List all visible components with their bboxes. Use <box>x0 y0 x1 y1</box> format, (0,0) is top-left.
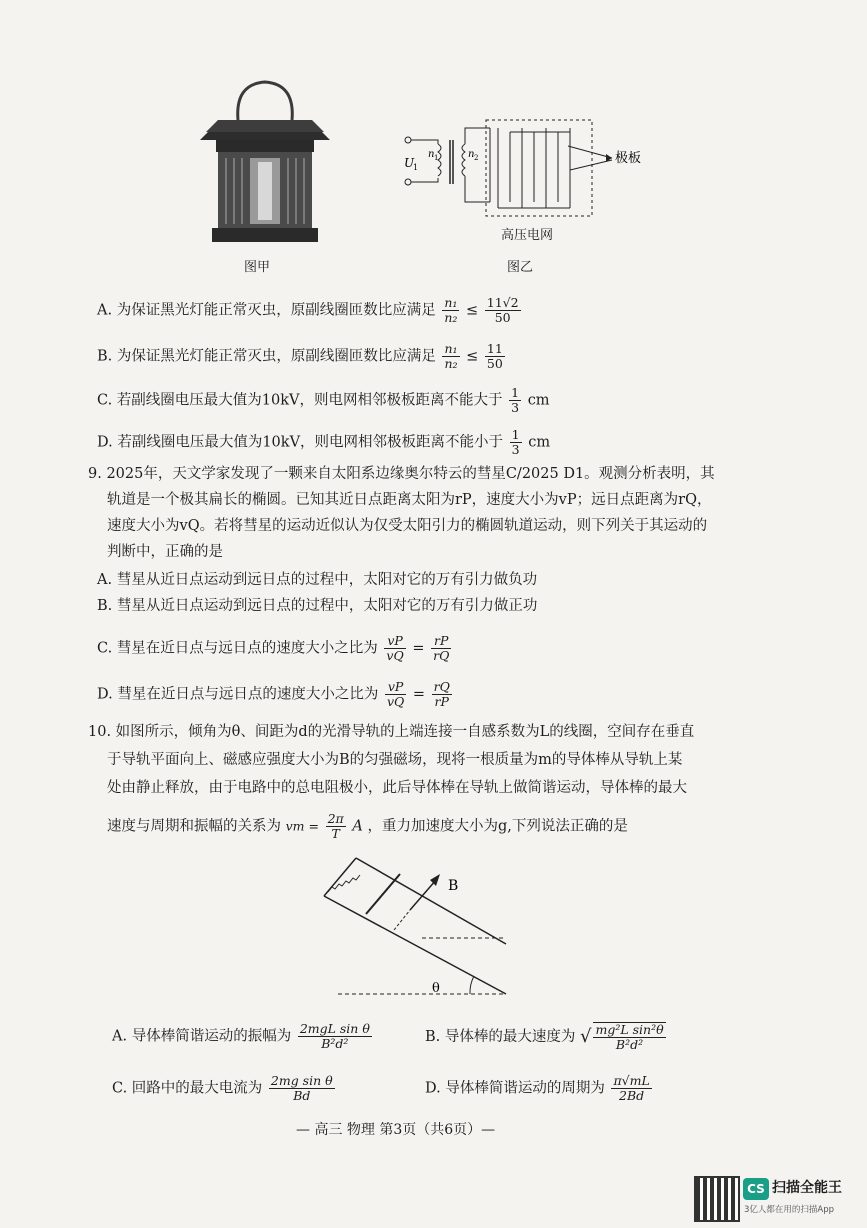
q10-amplitude-symbol: A <box>352 818 363 835</box>
u1-subscript: 1 <box>413 163 419 172</box>
q9-d-text: D. 彗星在近日点与远日点的速度大小之比为 <box>97 686 379 703</box>
q10-stem-line1: 10. 如图所示，倾角为θ、间距为d的光滑导轨的上端连接一自感系数为L的线圈，空间存在垂直 <box>88 724 695 740</box>
b-field-label: B <box>448 878 459 894</box>
watermark-subtitle: 3亿人都在用的扫描App <box>744 1205 835 1215</box>
page-footer: — 高三 物理 第3页（共6页）— <box>296 1122 496 1138</box>
grid-label: 高压电网 <box>501 228 554 243</box>
q10-c-frac: $\frac{\text{2mg sin θ}}{Bd}$ <box>270 1073 333 1103</box>
q10-vm: vm = <box>285 818 319 834</box>
q8-a-rhs: $\frac{11√2}{50}$ <box>486 295 519 325</box>
q8-a-text: A. 为保证黑光灯能正常灭虫，原副线圈匝数比应满足 <box>97 302 436 319</box>
q9-option-b: B. 彗星从近日点运动到远日点的过程中，太阳对它的万有引力做正功 <box>97 598 538 614</box>
q10-b-frac: $\frac{\text{mg²L sin²θ}}{\text{B²d²}}$ <box>595 1022 664 1052</box>
q9-d-rhs: $\frac{rQ}{rP}$ <box>433 679 450 709</box>
q10-a-text: A. 导体棒简谐运动的振幅为 <box>112 1028 292 1045</box>
q8-option-a <box>97 296 523 325</box>
n1-subscript: 1 <box>434 154 439 162</box>
q10-line4-text-b: ，重力加速度大小为g,下列说法正确的是 <box>367 818 628 835</box>
q8-b-lhs: $\frac{\text{n₁}}{\text{n₂}}$ <box>444 341 458 371</box>
q9-option-d <box>97 680 454 709</box>
q8-c-frac: $\frac{1}{3}$ <box>511 385 520 415</box>
watermark-title: 扫描全能王 <box>772 1180 842 1196</box>
q8-b-rel: ≤ <box>466 348 479 365</box>
n2-label: n <box>468 149 475 160</box>
theta-label: θ <box>432 981 440 996</box>
u1-label: U <box>404 156 415 170</box>
q9-stem-line3: 速度大小为vQ。若将彗星的运动近似认为仅受太阳引力的椭圆轨道运动，则下列关于其运动的 <box>107 518 708 534</box>
q10-d-text: D. 导体棒简谐运动的周期为 <box>425 1080 605 1097</box>
q10-option-a <box>112 1022 374 1051</box>
incline-rail-figure <box>320 852 520 1002</box>
q9-stem-line1: 9. 2025年，天文学家发现了一颗来自太阳系边缘奥尔特云的彗星C/2025 D1。观测分析表明，其 <box>88 466 715 482</box>
q9-stem-line2: 轨道是一个极其扁长的椭圆。已知其近日点距离太阳为rP，速度大小为vP；远日点距离为rQ， <box>107 492 712 508</box>
q10-d-frac: $\frac{\pi√mL}{2Bd}$ <box>613 1073 650 1103</box>
q10-stem-line3: 处由静止释放，由于电路中的总电阻极小，此后导体棒在导轨上做简谐运动，导体棒的最大 <box>107 780 687 796</box>
q10-option-c <box>112 1074 337 1103</box>
q9-d-eq: = <box>412 686 426 703</box>
q10-2pi-over-t: $\frac{2\pi}{T}$ <box>327 811 344 841</box>
qr-code-icon <box>694 1176 740 1222</box>
q9-stem-line4: 判断中，正确的是 <box>107 544 223 560</box>
q10-stem-line4 <box>107 812 628 841</box>
q9-option-a: A. 彗星从近日点运动到远日点的过程中，太阳对它的万有引力做负功 <box>97 572 538 588</box>
q9-d-lhs: $\frac{vP}{vQ}$ <box>386 679 405 709</box>
lantern-figure <box>190 78 340 250</box>
figure-yi-caption: 图乙 <box>507 260 534 275</box>
q8-b-rhs: $\frac{11}{50}$ <box>486 341 503 371</box>
camscanner-logo: CS <box>743 1178 769 1200</box>
plate-label: 极板 <box>615 151 642 166</box>
figure-jia-caption: 图甲 <box>244 260 271 275</box>
q9-c-lhs: $\frac{vP}{vQ}$ <box>386 633 404 663</box>
q9-c-rhs: $\frac{rP}{rQ}$ <box>433 633 450 663</box>
q10-option-d <box>425 1074 654 1103</box>
q9-c-text: C. 彗星在近日点与远日点的速度大小之比为 <box>97 640 378 657</box>
q8-a-lhs: $\frac{\text{n₁}}{\text{n₂}}$ <box>444 295 458 325</box>
q8-c-unit: cm <box>527 392 550 409</box>
q9-c-eq: = <box>412 640 425 657</box>
q10-c-text: C. 回路中的最大电流为 <box>112 1080 263 1097</box>
q8-b-text: B. 为保证黑光灯能正常灭虫，原副线圈匝数比应满足 <box>97 348 436 365</box>
transformer-grid-figure <box>398 112 658 222</box>
n2-subscript: 2 <box>474 154 479 162</box>
q8-d-text: D. 若副线圈电压最大值为10kV，则电网相邻极板距离不能小于 <box>97 434 504 451</box>
q10-b-text: B. 导体棒的最大速度为 <box>425 1029 576 1045</box>
n1-label: n <box>428 149 435 160</box>
q8-a-rel: ≤ <box>465 302 479 319</box>
q9-option-c <box>97 634 453 663</box>
q10-option-b <box>425 1022 668 1052</box>
q10-stem-line2: 于导轨平面向上、磁感应强度大小为B的匀强磁场，现将一根质量为m的导体棒从导轨上某 <box>107 752 683 768</box>
q8-option-c <box>97 386 550 415</box>
q10-a-frac: $\frac{\text{2mgL sin θ}}{\text{B²d²}}$ <box>299 1021 370 1051</box>
q8-d-frac: $\frac{1}{3}$ <box>511 427 520 457</box>
q8-d-unit: cm <box>528 434 551 451</box>
q10-line4-text-a: 速度与周期和振幅的关系为 <box>107 818 281 835</box>
q10-b-sqrt-icon: √ <box>579 1026 592 1047</box>
q8-c-text: C. 若副线圈电压最大值为10kV，则电网相邻极板距离不能大于 <box>97 392 503 409</box>
q8-option-d <box>97 428 550 457</box>
q8-option-b <box>97 342 507 371</box>
